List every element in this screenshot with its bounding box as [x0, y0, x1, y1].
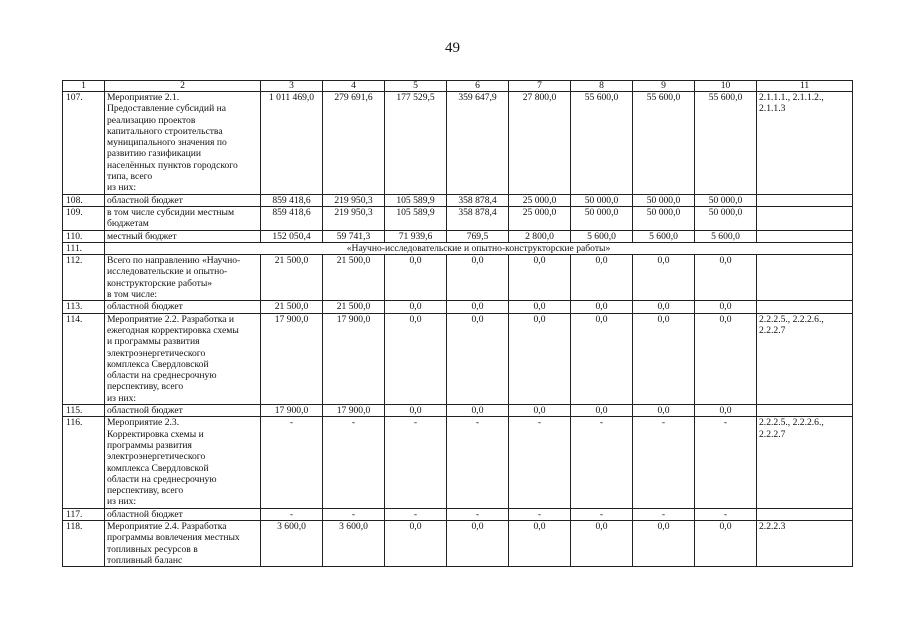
value-cell: - — [261, 417, 323, 508]
value-cell: 3 600,0 — [261, 520, 323, 566]
value-cell: 17 900,0 — [261, 313, 323, 404]
row-name-line: населённых пунктов городского — [107, 159, 238, 171]
row-name-line: бюджетам — [107, 218, 149, 230]
row-number: 113. — [63, 301, 105, 313]
value-cell: 0,0 — [509, 301, 571, 313]
row-number: 118. — [63, 520, 105, 566]
budget-table — [62, 80, 853, 567]
value-cell: 50 000,0 — [571, 206, 633, 230]
value-cell: 358 878,4 — [447, 194, 509, 206]
row-number: 108. — [63, 194, 105, 206]
value-cell: 0,0 — [695, 255, 757, 301]
value-cell: 0,0 — [633, 405, 695, 417]
row-name-line: программы вовлечения местных — [107, 532, 240, 544]
row-number: 115. — [63, 405, 105, 417]
value-cell: - — [323, 508, 385, 520]
table-row — [63, 242, 853, 254]
value-cell: 0,0 — [571, 520, 633, 566]
value-cell: 219 950,3 — [323, 194, 385, 206]
value-cell: - — [447, 508, 509, 520]
value-cell: 50 000,0 — [633, 194, 695, 206]
target-code: 2.2.2.5., 2.2.2.6., 2.2.2.7 — [757, 313, 853, 404]
column-header-8: 8 — [571, 81, 633, 92]
value-cell: 0,0 — [695, 301, 757, 313]
value-cell: 55 600,0 — [633, 92, 695, 195]
row-name-line: комплекса Свердловской — [107, 462, 209, 474]
value-cell: 50 000,0 — [695, 194, 757, 206]
value-cell: 0,0 — [571, 255, 633, 301]
target-code — [757, 255, 853, 301]
row-number: 116. — [63, 417, 105, 508]
section-title: «Научно-исследовательские и опытно-конструкторские работы» — [105, 242, 853, 254]
row-name-line: комплекса Свердловской — [107, 358, 209, 370]
row-name-line: перспективу, всего — [107, 381, 184, 393]
row-name-line: Мероприятие 2.4. Разработка — [107, 520, 227, 532]
value-cell: 0,0 — [385, 405, 447, 417]
row-name-line: из них: — [107, 182, 137, 194]
value-cell: - — [509, 417, 571, 508]
value-cell: 0,0 — [633, 301, 695, 313]
value-cell: 0,0 — [447, 255, 509, 301]
row-name-line: из них: — [107, 496, 137, 508]
table-row — [63, 520, 853, 566]
value-cell: 21 500,0 — [261, 255, 323, 301]
row-name-line: Мероприятие 2.3. — [107, 417, 180, 429]
value-cell: 769,5 — [447, 230, 509, 242]
value-cell: 105 589,9 — [385, 194, 447, 206]
row-name — [105, 508, 261, 520]
table-row — [63, 313, 853, 404]
page-number: 49 — [445, 40, 460, 56]
value-cell: 358 878,4 — [447, 206, 509, 230]
value-cell: 0,0 — [633, 520, 695, 566]
row-name — [105, 417, 261, 508]
column-header-2: 2 — [105, 81, 261, 92]
value-cell: 0,0 — [447, 301, 509, 313]
table-row — [63, 508, 853, 520]
value-cell: 3 600,0 — [323, 520, 385, 566]
row-name-line: муниципального значения по — [107, 137, 227, 149]
value-cell: 0,0 — [509, 313, 571, 404]
row-name-line: перспективу, всего — [107, 485, 184, 497]
value-cell: - — [509, 508, 571, 520]
target-code — [757, 206, 853, 230]
table-row — [63, 301, 853, 313]
row-name-line: развитию газификации — [107, 148, 202, 160]
value-cell: 177 529,5 — [385, 92, 447, 195]
value-cell: - — [447, 417, 509, 508]
value-cell: - — [571, 417, 633, 508]
table-row — [63, 92, 853, 195]
value-cell: 859 418,6 — [261, 194, 323, 206]
value-cell: - — [633, 508, 695, 520]
row-name-line: и программы развития — [107, 336, 200, 348]
value-cell: 0,0 — [695, 520, 757, 566]
value-cell: 59 741,3 — [323, 230, 385, 242]
row-name-line: конструкторские работы» — [107, 277, 213, 289]
row-name-line: электроэнергетического — [107, 347, 206, 359]
value-cell: - — [261, 508, 323, 520]
target-code: 2.2.2.5., 2.2.2.6., 2.2.2.7 — [757, 417, 853, 508]
target-code — [757, 301, 853, 313]
value-cell: 0,0 — [385, 520, 447, 566]
row-name — [105, 313, 261, 404]
row-name-line: Предоставление субсидий на — [107, 103, 226, 115]
row-name-line: типа, всего — [107, 171, 153, 183]
table-row — [63, 230, 853, 242]
table-row — [63, 417, 853, 508]
row-name-line: областной бюджет — [107, 508, 183, 520]
column-header-4: 4 — [323, 81, 385, 92]
value-cell: 55 600,0 — [695, 92, 757, 195]
value-cell: 50 000,0 — [695, 206, 757, 230]
column-header-3: 3 — [261, 81, 323, 92]
row-name-line: местный бюджет — [107, 230, 177, 242]
column-header-10: 10 — [695, 81, 757, 92]
value-cell: - — [695, 508, 757, 520]
value-cell: 219 950,3 — [323, 206, 385, 230]
value-cell: 17 900,0 — [261, 405, 323, 417]
value-cell: 27 800,0 — [509, 92, 571, 195]
table-row — [63, 206, 853, 230]
value-cell: - — [323, 417, 385, 508]
row-name — [105, 230, 261, 242]
value-cell: 0,0 — [633, 255, 695, 301]
value-cell: 5 600,0 — [633, 230, 695, 242]
target-code: 2.2.2.3 — [757, 520, 853, 566]
row-name-line: Всего по направлению «Научно- — [107, 255, 241, 267]
row-name-line: топливный баланс — [107, 554, 183, 566]
value-cell: 0,0 — [447, 520, 509, 566]
value-cell: 5 600,0 — [695, 230, 757, 242]
row-number: 110. — [63, 230, 105, 242]
column-header-1: 1 — [63, 81, 105, 92]
table-row — [63, 255, 853, 301]
row-number: 117. — [63, 508, 105, 520]
header-row — [63, 81, 853, 92]
value-cell: 0,0 — [695, 405, 757, 417]
value-cell: 0,0 — [509, 520, 571, 566]
value-cell: 0,0 — [571, 405, 633, 417]
value-cell: - — [385, 417, 447, 508]
row-name-line: ежегодная корректировка схемы — [107, 324, 239, 336]
value-cell: - — [385, 508, 447, 520]
row-name-line: из них: — [107, 392, 137, 404]
target-code — [757, 194, 853, 206]
value-cell: - — [571, 508, 633, 520]
row-name-line: исследовательские и опытно- — [107, 266, 228, 278]
row-name — [105, 301, 261, 313]
value-cell: 0,0 — [385, 301, 447, 313]
row-name-line: области на среднесрочную — [107, 473, 217, 485]
row-name — [105, 206, 261, 230]
value-cell: 21 500,0 — [323, 255, 385, 301]
target-code: 2.1.1.1., 2.1.1.2., 2.1.1.3 — [757, 92, 853, 195]
row-name — [105, 92, 261, 195]
value-cell: 17 900,0 — [323, 405, 385, 417]
value-cell: 50 000,0 — [571, 194, 633, 206]
value-cell: 0,0 — [385, 313, 447, 404]
value-cell: 359 647,9 — [447, 92, 509, 195]
value-cell: 0,0 — [695, 313, 757, 404]
row-name-line: электроэнергетического — [107, 451, 206, 463]
row-name — [105, 255, 261, 301]
value-cell: 50 000,0 — [633, 206, 695, 230]
row-name-line: в том числе: — [107, 289, 158, 301]
row-number: 111. — [63, 242, 105, 254]
row-number: 114. — [63, 313, 105, 404]
row-name-line: области на среднесрочную — [107, 370, 217, 382]
row-name-line: топливных ресурсов в — [107, 543, 198, 555]
value-cell: 17 900,0 — [323, 313, 385, 404]
table-row — [63, 194, 853, 206]
column-header-5: 5 — [385, 81, 447, 92]
target-code — [757, 405, 853, 417]
value-cell: 105 589,9 — [385, 206, 447, 230]
row-name — [105, 194, 261, 206]
value-cell: 25 000,0 — [509, 206, 571, 230]
value-cell: 0,0 — [509, 405, 571, 417]
value-cell: 279 691,6 — [323, 92, 385, 195]
column-header-9: 9 — [633, 81, 695, 92]
row-number: 112. — [63, 255, 105, 301]
value-cell: 0,0 — [571, 313, 633, 404]
row-name-line: реализацию проектов — [107, 114, 196, 126]
row-name-line: капитального строительства — [107, 125, 223, 137]
value-cell: 21 500,0 — [261, 301, 323, 313]
value-cell: 1 011 469,0 — [261, 92, 323, 195]
value-cell: 25 000,0 — [509, 194, 571, 206]
value-cell: 5 600,0 — [571, 230, 633, 242]
column-header-6: 6 — [447, 81, 509, 92]
row-name-line: в том числе субсидии местным — [107, 206, 235, 218]
table-row — [63, 405, 853, 417]
row-name-line: областной бюджет — [107, 405, 183, 417]
row-name-line: Мероприятие 2.1. — [107, 92, 180, 103]
value-cell: 21 500,0 — [323, 301, 385, 313]
value-cell: 0,0 — [385, 255, 447, 301]
value-cell: 152 050,4 — [261, 230, 323, 242]
row-number: 107. — [63, 92, 105, 195]
row-name — [105, 405, 261, 417]
column-header-11: 11 — [757, 81, 853, 92]
target-code — [757, 508, 853, 520]
value-cell: - — [695, 417, 757, 508]
value-cell: 71 939,6 — [385, 230, 447, 242]
value-cell: 0,0 — [447, 405, 509, 417]
column-header-7: 7 — [509, 81, 571, 92]
value-cell: 55 600,0 — [571, 92, 633, 195]
value-cell: 859 418,6 — [261, 206, 323, 230]
value-cell: - — [633, 417, 695, 508]
value-cell: 0,0 — [509, 255, 571, 301]
value-cell: 0,0 — [633, 313, 695, 404]
row-name-line: областной бюджет — [107, 301, 183, 313]
row-name — [105, 520, 261, 566]
value-cell: 0,0 — [571, 301, 633, 313]
target-code — [757, 230, 853, 242]
value-cell: 0,0 — [447, 313, 509, 404]
value-cell: 2 800,0 — [509, 230, 571, 242]
row-number: 109. — [63, 206, 105, 230]
row-name-line: Корректировка схемы и — [107, 428, 204, 440]
row-name-line: областной бюджет — [107, 194, 183, 206]
row-name-line: Мероприятие 2.2. Разработка и — [107, 313, 234, 325]
row-name-line: программы развития — [107, 439, 192, 451]
